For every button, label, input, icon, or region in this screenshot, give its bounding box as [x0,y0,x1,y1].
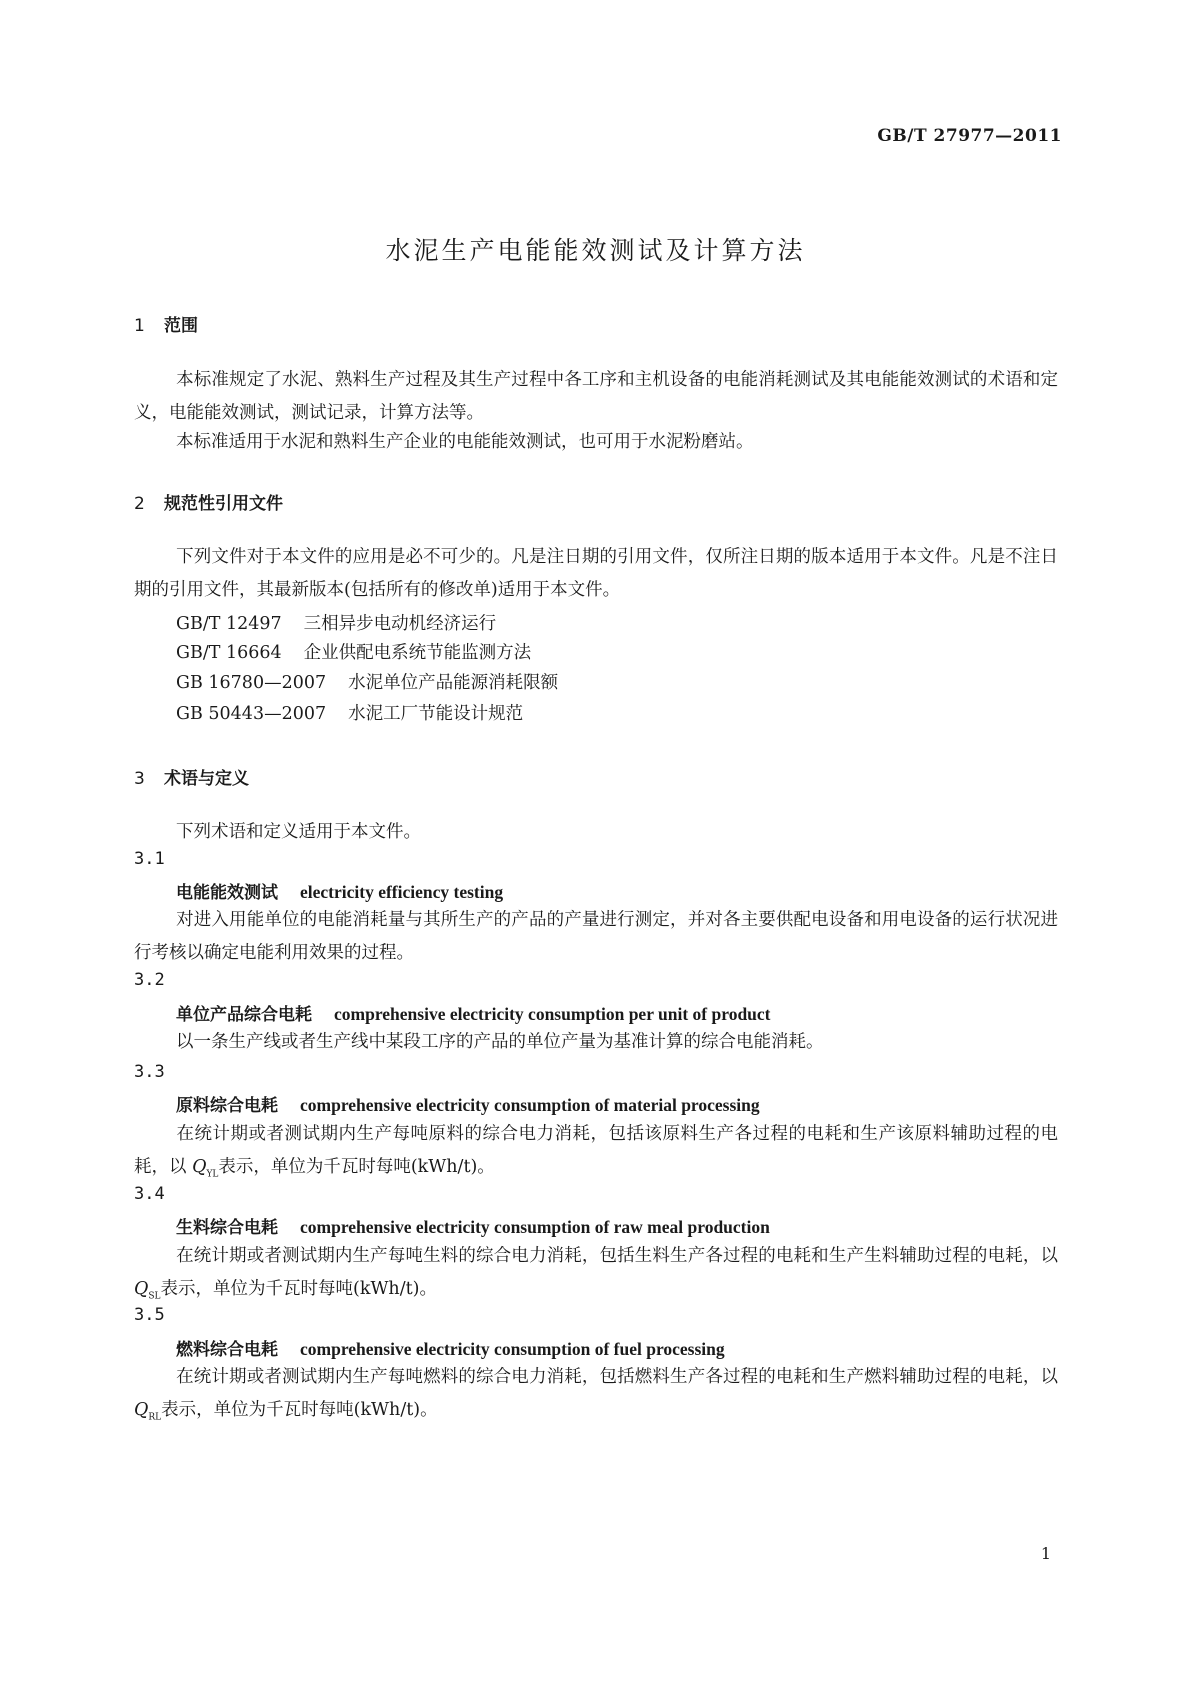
term-definition: 在统计期或者测试期内生产每吨生料的综合电力消耗，包括生料生产各过程的电耗和生产生料辅助过程的电耗，以 $Q_{SL}$表示，单位为千瓦时每吨(kWh/t)。 [134,1246,1058,1302]
term-heading [176,1091,760,1116]
reference-title: 企业供配电系统节能监测方法 [303,643,532,663]
term-zh: 单位产品综合电耗 [176,1005,312,1025]
scope-paragraph-1: 本标准规定了水泥、熟料生产过程及其生产过程中各工序和主机设备的电能消耗测试及其电能能效测试的术语和定义，电能能效测试，测试记录，计算方法等。 [134,370,1058,423]
reference-item [176,610,496,635]
section-heading-references [134,489,283,514]
clause-number: 3.4 [134,1184,165,1204]
term-zh: 燃料综合电耗 [176,1340,278,1360]
section-number: 1 [134,316,145,336]
term-definition: 在统计期或者测试期内生产每吨原料的综合电力消耗，包括该原料生产各过程的电耗和生产该原料辅助过程的电耗，以 $Q_{YL}$表示，单位为千瓦时每吨(kWh/t)。 [134,1124,1058,1180]
term-zh: 原料综合电耗 [176,1096,278,1116]
page-number: 1 [1040,1544,1051,1563]
clause-number: 3.3 [134,1062,165,1082]
symbol: $Q_{YL}$ [192,1157,219,1180]
standard-code: GB/T 27977—2011 [877,126,1062,146]
reference-code: GB 16780—2007 [176,673,327,693]
section-heading-terms [134,764,249,789]
symbol: $Q_{RL}$ [134,1400,162,1423]
term-zh: 生料综合电耗 [176,1218,278,1238]
reference-title: 水泥工厂节能设计规范 [348,704,524,724]
term-definition: 对进入用能单位的电能消耗量与其所生产的产品的产量进行测定，并对各主要供配电设备和用电设备的运行状况进行考核以确定电能利用效果的过程。 [134,910,1058,963]
section-number: 3 [134,769,145,789]
term-zh: 电能能效测试 [176,883,278,903]
section-title: 范围 [164,316,198,336]
term-heading [176,1000,771,1025]
reference-code: GB/T 16664 [176,643,282,663]
reference-code: GB 50443—2007 [176,704,327,724]
clause-number: 3.1 [134,849,165,869]
section-number: 2 [134,494,145,514]
document-title: 水泥生产电能能效测试及计算方法 [385,236,806,265]
reference-item [176,669,558,694]
term-definition: 在统计期或者测试期内生产每吨燃料的综合电力消耗，包括燃料生产各过程的电耗和生产燃料辅助过程的电耗，以 $Q_{RL}$表示，单位为千瓦时每吨(kWh/t)。 [134,1367,1058,1423]
references-intro: 下列文件对于本文件的应用是必不可少的。凡是注日期的引用文件，仅所注日期的版本适用于本文件。凡是不注日期的引用文件，其最新版本(包括所有的修改单)适用于本文件。 [134,547,1058,600]
term-en: comprehensive electricity consumption per unit of product [334,1004,771,1024]
term-en: comprehensive electricity consumption of material processing [300,1095,760,1115]
term-heading [176,878,503,903]
scope-paragraph-2: 本标准适用于水泥和熟料生产企业的电能能效测试，也可用于水泥粉磨站。 [176,432,754,452]
reference-title: 三相异步电动机经济运行 [303,614,497,634]
section-heading-scope [134,311,198,336]
reference-code: GB/T 12497 [176,614,282,634]
clause-number: 3.2 [134,970,165,990]
term-en: comprehensive electricity consumption of fuel processing [300,1339,725,1359]
terms-intro: 下列术语和定义适用于本文件。 [176,822,421,842]
term-definition: 以一条生产线或者生产线中某段工序的产品的单位产量为基准计算的综合电能消耗。 [176,1032,824,1052]
reference-item [176,639,531,664]
symbol: $Q_{SL}$ [134,1279,161,1302]
term-heading [176,1213,770,1238]
section-title: 术语与定义 [164,769,249,789]
clause-number: 3.5 [134,1305,165,1325]
section-title: 规范性引用文件 [164,494,283,514]
reference-title: 水泥单位产品能源消耗限额 [348,673,559,693]
term-en: electricity efficiency testing [300,882,504,902]
term-en: comprehensive electricity consumption of raw meal production [300,1217,770,1237]
reference-item [176,700,523,725]
term-heading [176,1335,725,1360]
